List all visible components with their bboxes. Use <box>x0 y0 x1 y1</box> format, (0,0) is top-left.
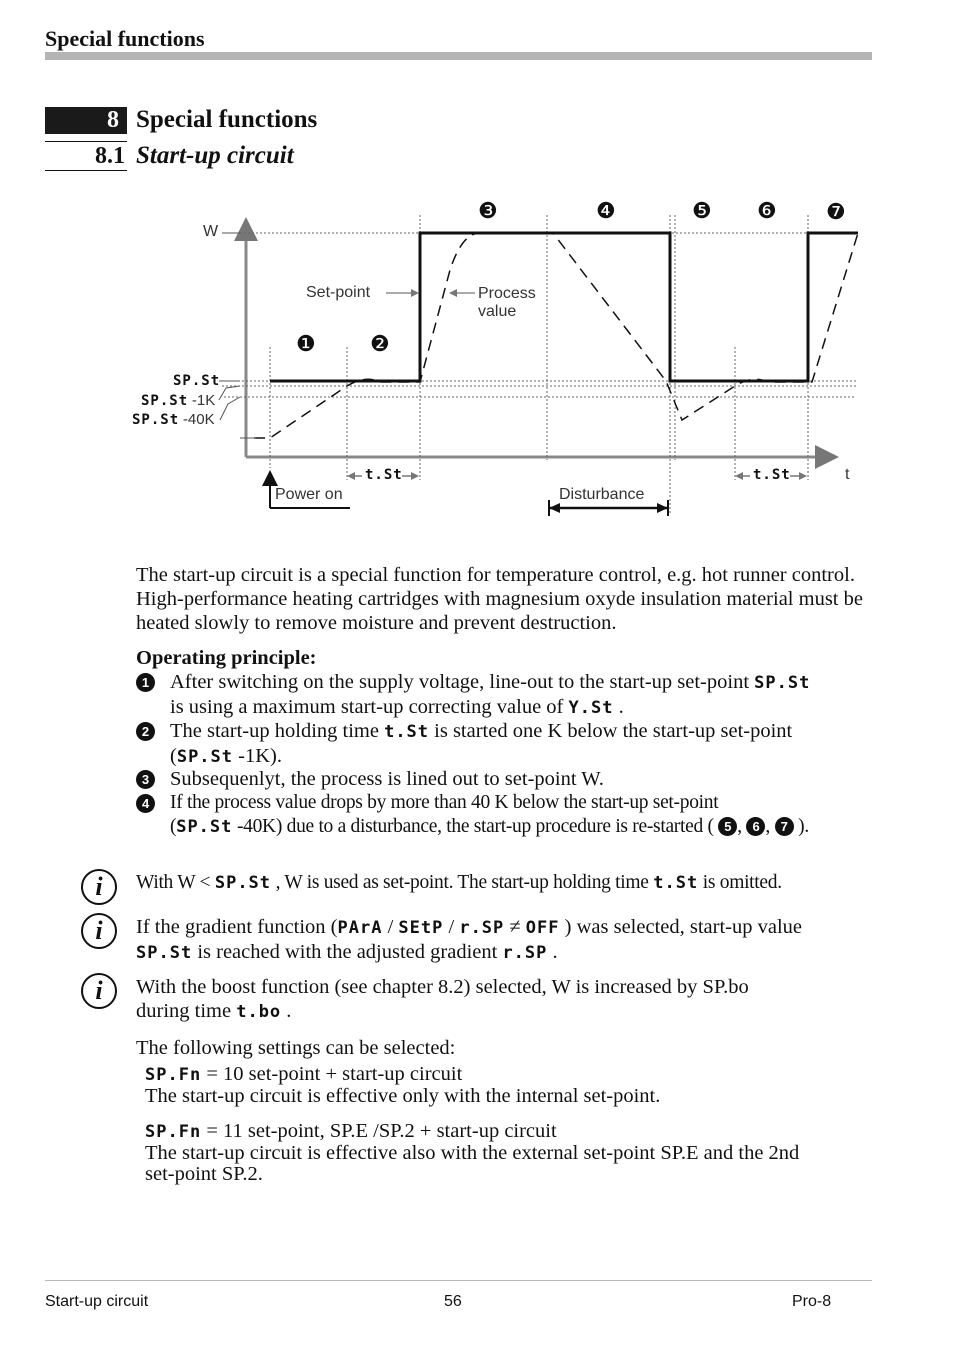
section-number: 8 <box>45 107 127 134</box>
step-3-badge: 3 <box>136 770 155 789</box>
marker-2: ❷ <box>370 331 390 356</box>
level-spst-1k: SP.St -1K <box>141 392 216 409</box>
principle-step-4: 4 If the process value drops by more than 40 K below the start-up set-point (SP.St -40K) due to a disturbance, the start-up procedure is re-started ( 5 , 6 , 7 ). <box>136 791 876 839</box>
footer-product: Pro-8 <box>792 1293 832 1310</box>
marker-6: ❻ <box>757 198 777 223</box>
step-4-badge: 4 <box>136 794 155 813</box>
marker-7: ❼ <box>826 199 846 224</box>
info-icon: i <box>81 973 117 1009</box>
w-label: W <box>203 223 219 240</box>
principle-heading: Operating principle: <box>136 647 317 669</box>
tst-left-label: t.St <box>365 467 403 483</box>
marker-4: ❹ <box>596 198 616 223</box>
t-axis-label: t <box>845 466 850 483</box>
process-label-line1: Process <box>478 285 536 302</box>
info-icon: i <box>81 913 117 949</box>
marker-3: ❸ <box>478 198 498 223</box>
principle-step-2: 2 The start-up holding time t.St is started one K below the start-up set-point (SP.St -1K). <box>136 719 876 769</box>
footer-rule <box>45 1280 872 1281</box>
level-spst-40k: SP.St -40K <box>132 411 215 428</box>
process-label-line2: value <box>478 303 517 320</box>
level-spst: SP.St <box>173 373 221 389</box>
process-value-curve <box>254 233 858 438</box>
note-1: With W < SP.St , W is used as set-point. The start-up holding time t.St is omitted. <box>136 872 782 893</box>
subsection-number: 8.1 <box>45 141 127 171</box>
marker-1: ❶ <box>296 331 316 356</box>
intro-paragraph: The start-up circuit is a special function for temperature control, e.g. hot runner control. High-performance heating cartridges with magnesium oxyde insulation material must be heated slowly to remove moisture and prevent destruction. <box>136 564 863 634</box>
step-1-badge: 1 <box>136 673 155 692</box>
note-2: If the gradient function (PArA / SEtP / r.SP ≠ OFF ) was selected, start-up value SP.St is reached with the adjusted gradient r.SP . <box>136 916 803 963</box>
tst-right-label: t.St <box>753 467 791 483</box>
page-number: 56 <box>444 1293 462 1310</box>
power-on-label: Power on <box>275 486 343 503</box>
settings-intro: The following settings can be selected: <box>136 1037 456 1059</box>
setpoint-line <box>270 233 858 381</box>
step-2-badge: 2 <box>136 722 155 741</box>
setting-option-10: SP.Fn = 10 set-point + start-up circuit The start-up circuit is effective only with the internal set-point. <box>145 1063 661 1107</box>
marker-5: ❺ <box>692 198 712 223</box>
setting-option-11: SP.Fn = 11 set-point, SP.E /SP.2 + start-up circuit The start-up circuit is effective also with the external set-point SP.E and the 2nd set-point SP.2. <box>145 1120 800 1185</box>
startup-diagram <box>0 0 954 540</box>
section-title: Special functions <box>136 106 318 133</box>
principle-step-3: 3 Subsequenlyt, the process is lined out to set-point W. <box>136 767 876 791</box>
subsection-title: Start-up circuit <box>136 142 294 169</box>
info-icon: i <box>81 869 117 905</box>
note-3: With the boost function (see chapter 8.2) selected, W is increased by SP.bo during time t.bo . <box>136 976 749 1022</box>
footer-chapter: Start-up circuit <box>45 1293 149 1310</box>
principle-step-1: 1 After switching on the supply voltage, line-out to the start-up set-point SP.St is using a maximum start-up correcting value of Y.St . <box>136 670 876 720</box>
disturbance-label: Disturbance <box>559 486 645 503</box>
setpoint-label: Set-point <box>306 284 371 301</box>
running-header: Special functions <box>45 26 205 51</box>
